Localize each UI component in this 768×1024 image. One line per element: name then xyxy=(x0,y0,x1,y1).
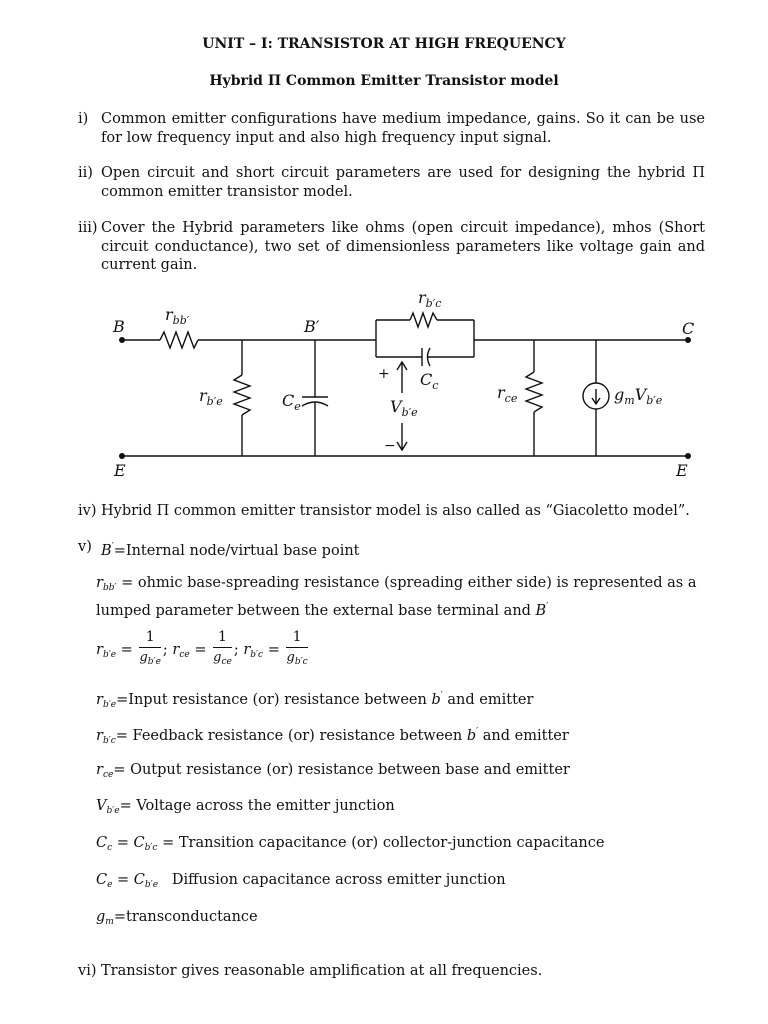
point-text: Hybrid Π common emitter transistor model is also called as “Giacoletto model”. xyxy=(101,503,690,519)
point-5 xyxy=(78,538,705,560)
label-rbb: $r_{bb'}$ xyxy=(165,305,190,327)
point-number: i) xyxy=(78,111,89,127)
label-b-prime: B′ xyxy=(304,317,320,336)
point-text: Common emitter configurations have medium impedance, gains. So it can be use for low frequency input and also high frequency input signal. xyxy=(101,111,705,146)
point-number: iv) xyxy=(78,503,97,519)
def-rbe: $r_{b'e}=Input$ resistance (or) resistance between b′ and emitter xyxy=(96,691,534,710)
node-e-left-dot xyxy=(119,453,125,459)
label-e-right: E xyxy=(676,461,688,480)
label-rbc: $r_{b'c}$ xyxy=(418,288,442,310)
label-rbe: $r_{b'e}$ xyxy=(199,386,223,408)
label-cc: $C_c$ xyxy=(420,370,439,392)
hybrid-pi-circuit-diagram xyxy=(0,285,768,485)
rbe-resistor xyxy=(234,375,250,415)
label-c: C xyxy=(682,319,695,338)
point-6 xyxy=(78,962,705,981)
rbb-resistor xyxy=(160,332,198,348)
point-3 xyxy=(78,219,705,275)
point-1 xyxy=(78,110,705,147)
label-vbe: $V_{b'e}$ xyxy=(390,397,418,419)
label-minus: − xyxy=(384,438,396,454)
point-text: Cover the Hybrid parameters like ohms (open circuit impedance), mhos (Short circuit conductance), two set of dimensionless parameters like voltage gain and current gain. xyxy=(101,220,705,273)
label-gm-vbe: $g_mV_{b'e}$ xyxy=(614,385,663,407)
def-rbc: $r_{b'c}=$ Feedback resistance (or) resistance between b′ and emitter xyxy=(96,727,569,746)
node-b-dot xyxy=(119,337,125,343)
def-rce: $r_{ce}=$ Output resistance (or) resistance between base and emitter xyxy=(96,762,570,780)
label-plus: + xyxy=(378,366,390,382)
node-e-right-dot xyxy=(685,453,691,459)
rbc-resistor xyxy=(410,313,437,327)
def-vbe: $V_{b'e}=$ Voltage across the emitter junction xyxy=(96,798,395,816)
label-e-left: E xyxy=(114,461,126,480)
point-number: vi) xyxy=(78,963,97,979)
def-equations: $r_{b'e}$ = $\frac{1}{g_{b'e}}$ ; $r_{ce}$ = $\frac{1}{g_{ce}}$ ; $r_{b'c}$ = $\frac{1}{g_{b'c}}$ xyxy=(96,629,308,667)
def-rbb: $r_{bb'}$ = ohmic base-spreading resistance (spreading either side) is represented as a lumped parameter between the external base terminal and B′ xyxy=(96,575,697,619)
def-cc: $C_c = C_{b'c}$ = Transition capacitance (or) collector-junction capacitance xyxy=(96,835,605,853)
label-rce: $r_{ce}$ xyxy=(497,383,518,405)
label-ce: $C_e$ xyxy=(282,391,301,413)
def-gm: $g_m=transconductance$ xyxy=(96,909,258,927)
point-number: iii) xyxy=(78,220,98,236)
point-2 xyxy=(78,164,705,201)
point-text: B′=Internal node/virtual base point xyxy=(101,542,360,559)
point-4 xyxy=(78,502,705,521)
rce-resistor xyxy=(526,372,542,412)
page-subtitle: Hybrid Π Common Emitter Transistor model xyxy=(209,73,559,89)
page-title: UNIT – I: TRANSISTOR AT HIGH FREQUENCY xyxy=(202,36,566,52)
point-text: Transistor gives reasonable amplification at all frequencies. xyxy=(101,963,543,979)
def-ce: $C_e = C_{b'e}$ Diffusion capacitance across emitter junction xyxy=(96,872,506,890)
label-b: B xyxy=(113,317,125,336)
point-number: v) xyxy=(78,539,92,555)
point-number: ii) xyxy=(78,165,93,181)
point-text: Open circuit and short circuit parameters are used for designing the hybrid Π common emitter transistor model. xyxy=(101,165,705,200)
